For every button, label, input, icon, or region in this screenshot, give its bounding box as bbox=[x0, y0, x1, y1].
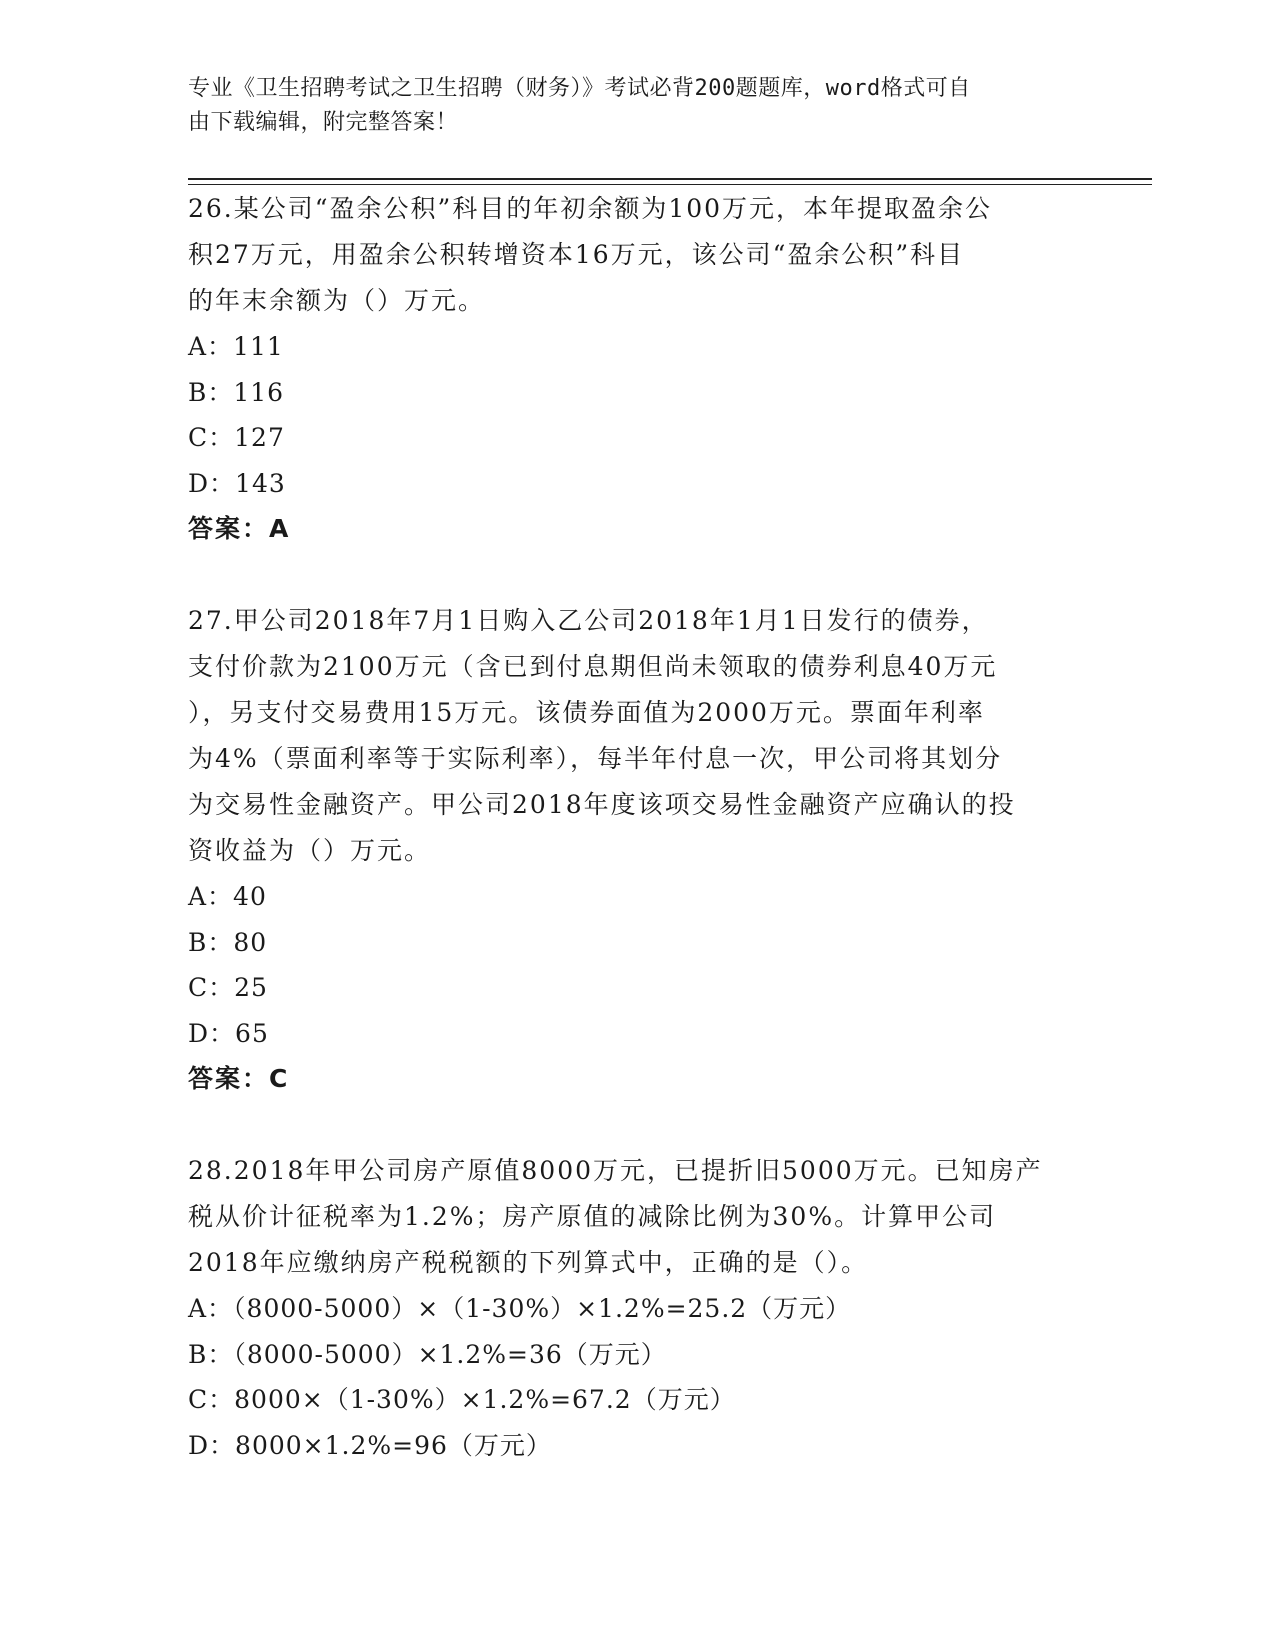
question-28 bbox=[188, 1148, 1068, 1468]
question-stem-line: 为4%（票面利率等于实际利率），每半年付息一次，甲公司将其划分 bbox=[188, 744, 1003, 773]
question-spacer bbox=[188, 552, 1068, 598]
option-c: C：25 bbox=[188, 973, 268, 1002]
option-a: A：（8000-5000）×（1-30%）×1.2%=25.2（万元） bbox=[188, 1294, 852, 1323]
option-b: B：80 bbox=[188, 927, 268, 957]
option-d: D：8000×1.2%=96（万元） bbox=[188, 1430, 552, 1460]
question-stem-line: 2018年应缴纳房产税税额的下列算式中，正确的是（）。 bbox=[188, 1248, 869, 1277]
option-c: C：127 bbox=[188, 423, 285, 452]
question-27 bbox=[188, 598, 1068, 1102]
question-list bbox=[188, 186, 1068, 1468]
header-divider-thick bbox=[188, 178, 1152, 180]
question-stem-line: 28.2018年甲公司房产原值8000万元，已提折旧5000万元。已知房产 bbox=[188, 1156, 1043, 1185]
option-a: A：40 bbox=[188, 882, 267, 911]
answer-label: 答案：A bbox=[188, 514, 291, 543]
question-stem-line: 积27万元，用盈余公积转增资本16万元，该公司“盈余公积”科目 bbox=[188, 240, 965, 269]
document-header bbox=[188, 72, 1068, 140]
question-26 bbox=[188, 186, 1068, 552]
question-stem-line: ），另支付交易费用15万元。该债券面值为2000万元。票面年利率 bbox=[188, 698, 985, 727]
header-line-1: 专业《卫生招聘考试之卫生招聘（财务）》考试必背200题题库，word格式可自 bbox=[188, 76, 971, 101]
option-b: B：（8000-5000）×1.2%=36（万元） bbox=[188, 1339, 667, 1369]
answer-label: 答案：C bbox=[188, 1064, 290, 1093]
header-line-2: 由下载编辑，附完整答案！ bbox=[188, 110, 459, 135]
option-b: B：116 bbox=[188, 377, 285, 407]
question-spacer bbox=[188, 1102, 1068, 1148]
question-stem-line: 资收益为（）万元。 bbox=[188, 836, 432, 865]
header-divider-thin bbox=[188, 184, 1152, 185]
question-stem-line: 税从价计征税率为1.2%；房产原值的减除比例为30%。计算甲公司 bbox=[188, 1202, 997, 1231]
question-stem-line: 的年末余额为（）万元。 bbox=[188, 286, 486, 315]
option-a: A：111 bbox=[188, 332, 284, 361]
option-d: D：143 bbox=[188, 468, 286, 498]
option-d: D：65 bbox=[188, 1018, 269, 1048]
question-stem-line: 26.某公司“盈余公积”科目的年初余额为100万元，本年提取盈余公 bbox=[188, 194, 993, 223]
question-stem-line: 27.甲公司2018年7月1日购入乙公司2018年1月1日发行的债券， bbox=[188, 606, 989, 635]
question-stem-line: 为交易性金融资产。甲公司2018年度该项交易性金融资产应确认的投 bbox=[188, 790, 1016, 819]
question-stem-line: 支付价款为2100万元（含已到付息期但尚未领取的债券利息40万元 bbox=[188, 652, 998, 681]
option-c: C：8000×（1-30%）×1.2%=67.2（万元） bbox=[188, 1385, 736, 1414]
